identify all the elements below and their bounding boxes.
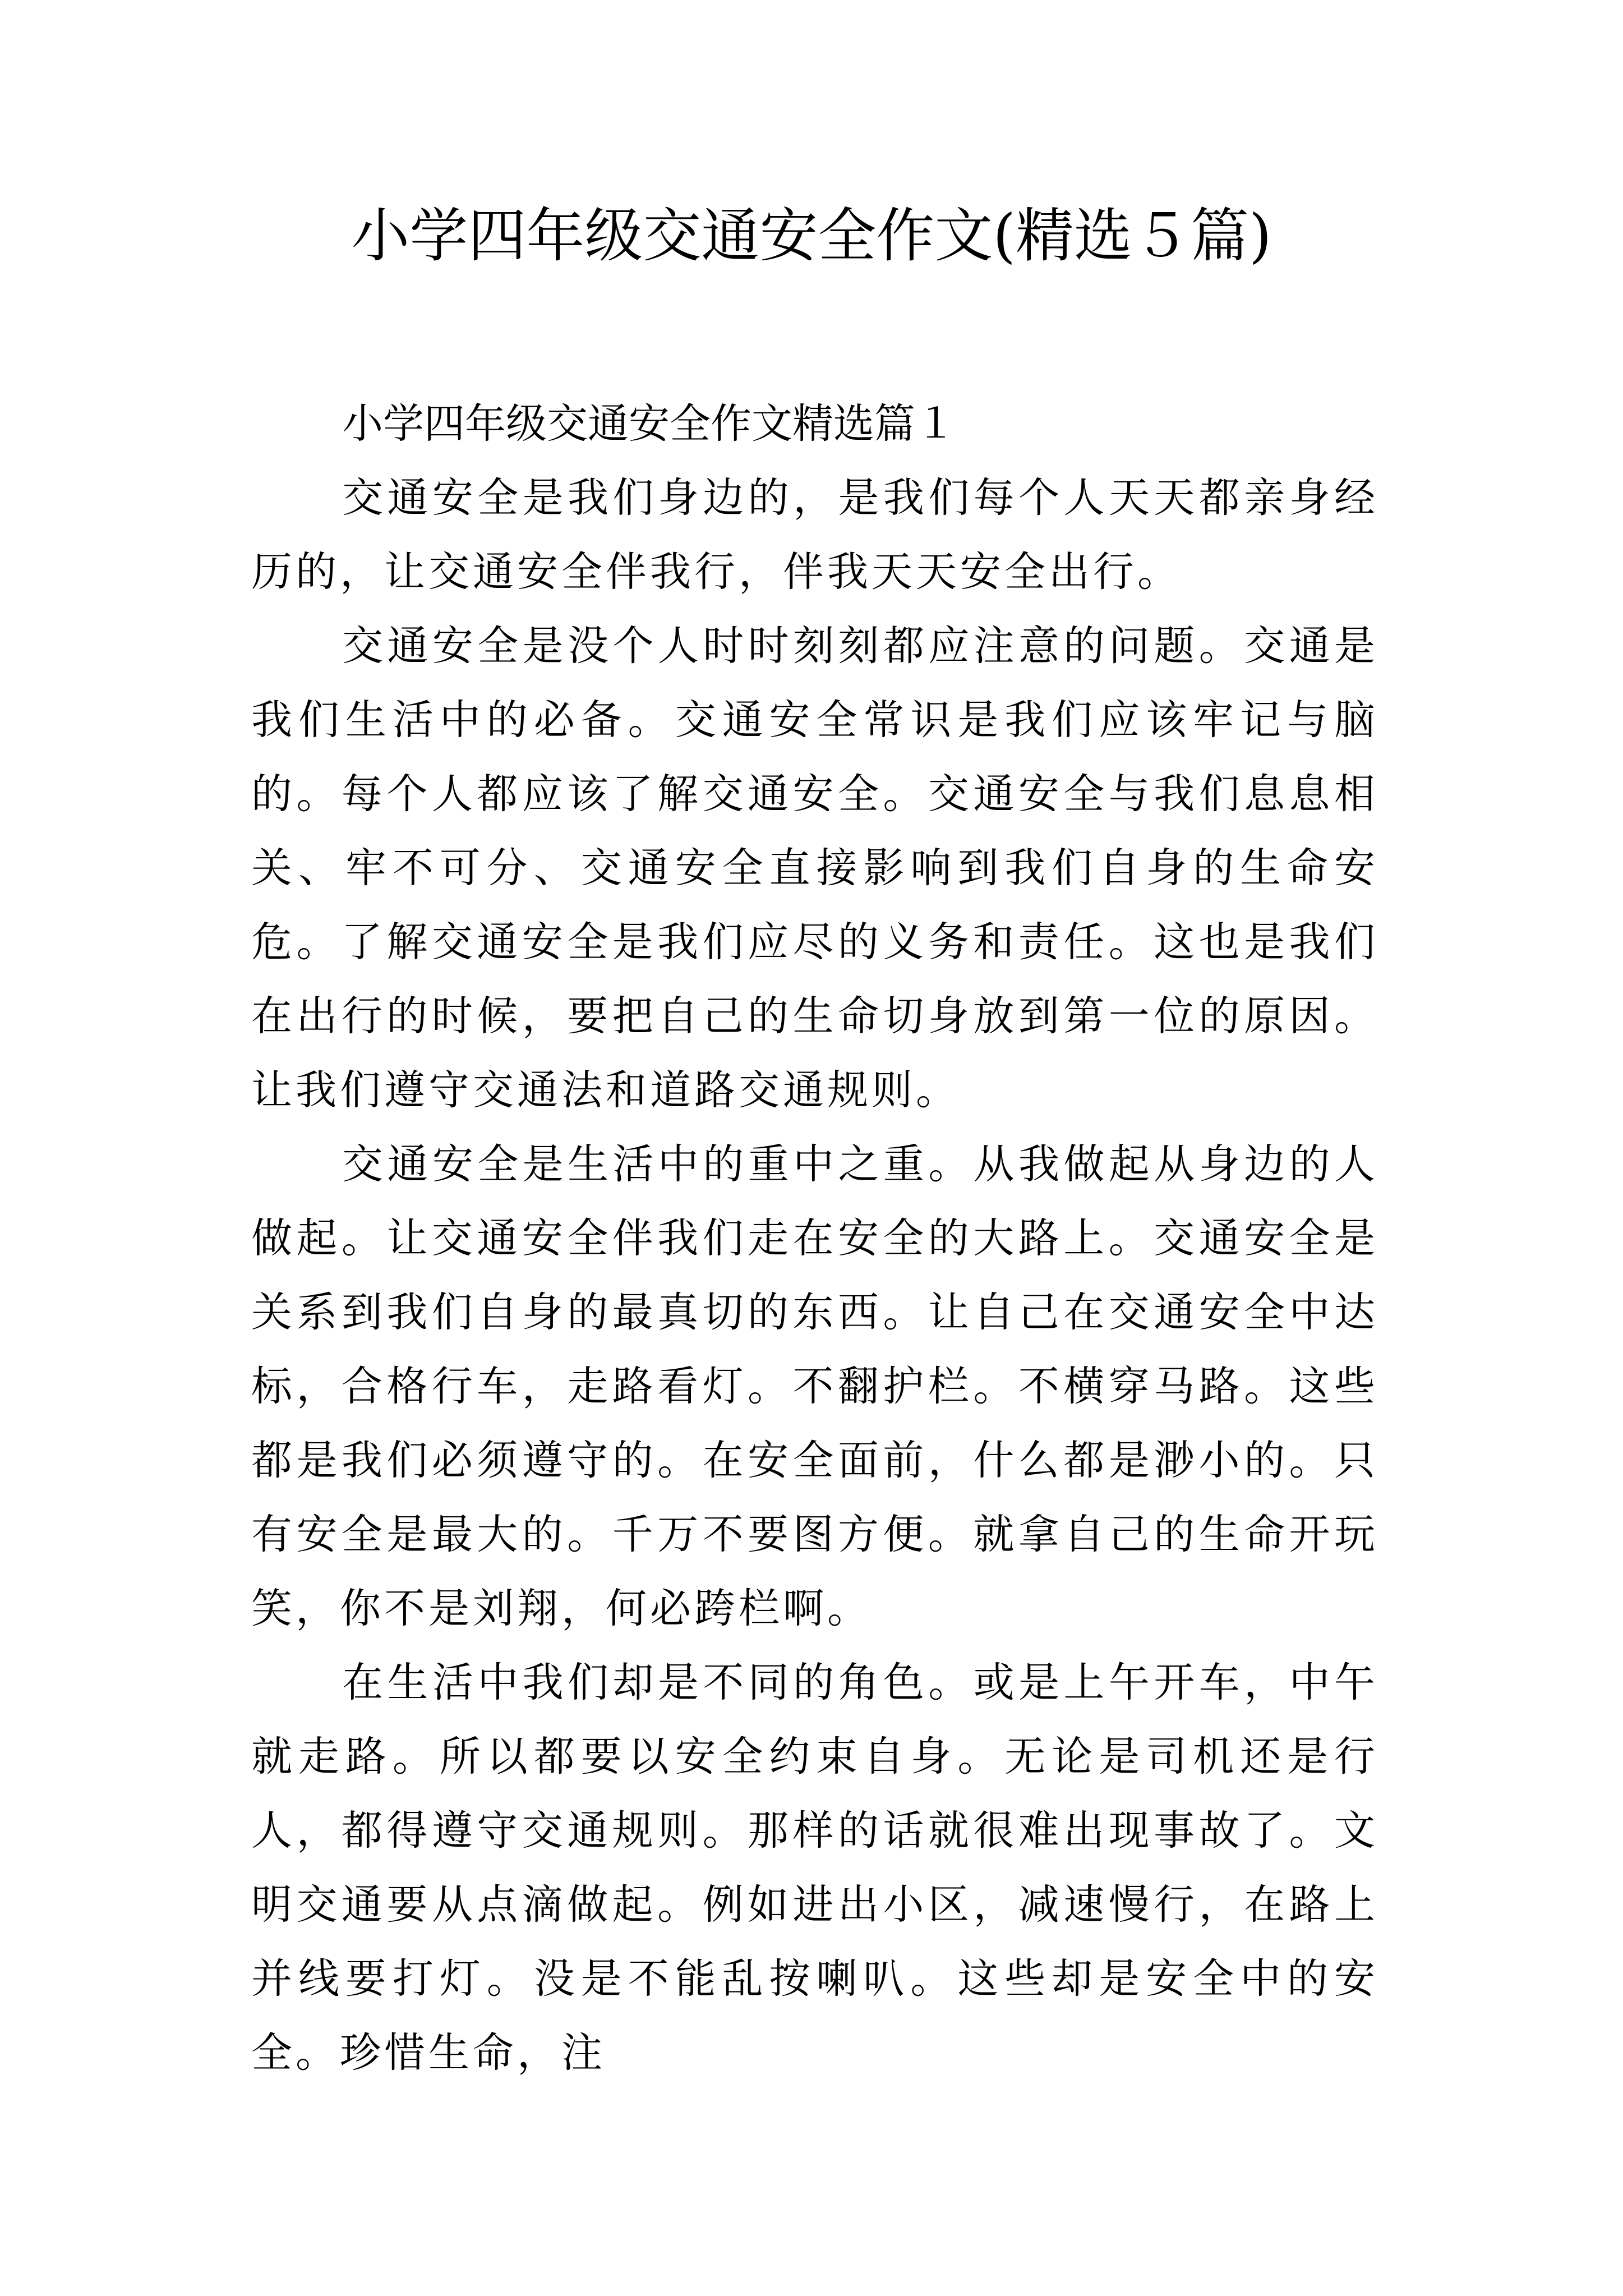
section-heading: 小学四年级交通安全作文精选篇１ [342, 400, 956, 448]
paragraph-2: 交通安全是没个人时时刻刻都应注意的问题。交通是我们生活中的必备。交通安全常识是我们应该牢记与脑的。每个人都应该了解交通安全。交通安全与我们息息相关、牢不可分、交通安全直接影响到我们自身的生命安危。了解交通安全是我们应尽的义务和责任。这也是我们在出行的时候，要把自己的生命切身放到第一位的原因。让我们遵守交通法和道路交通规则。 [251, 622, 1378, 1114]
paragraph-1: 交通安全是我们身边的，是我们每个人天天都亲身经历的，让交通安全伴我行，伴我天天安全出行。 [251, 474, 1378, 596]
document-title: 小学四年级交通安全作文(精选５篇) [351, 201, 1272, 270]
document-body [251, 387, 1378, 2090]
paragraph-4: 在生活中我们却是不同的角色。或是上午开车，中午就走路。所以都要以安全约束自身。无论是司机还是行人，都得遵守交通规则。那样的话就很难出现事故了。文明交通要从点滴做起。例如进出小区，减速慢行，在路上并线要打灯。没是不能乱按喇叭。这些却是安全中的安全。珍惜生命，注 [251, 1659, 1378, 2077]
paragraph-3: 交通安全是生活中的重中之重。从我做起从身边的人做起。让交通安全伴我们走在安全的大路上。交通安全是关系到我们自身的最真切的东西。让自己在交通安全中达标，合格行车，走路看灯。不翻护栏。不横穿马路。这些都是我们必须遵守的。在安全面前，什么都是渺小的。只有安全是最大的。千万不要图方便。就拿自己的生命开玩笑，你不是刘翔，何必跨栏啊。 [251, 1140, 1378, 1632]
